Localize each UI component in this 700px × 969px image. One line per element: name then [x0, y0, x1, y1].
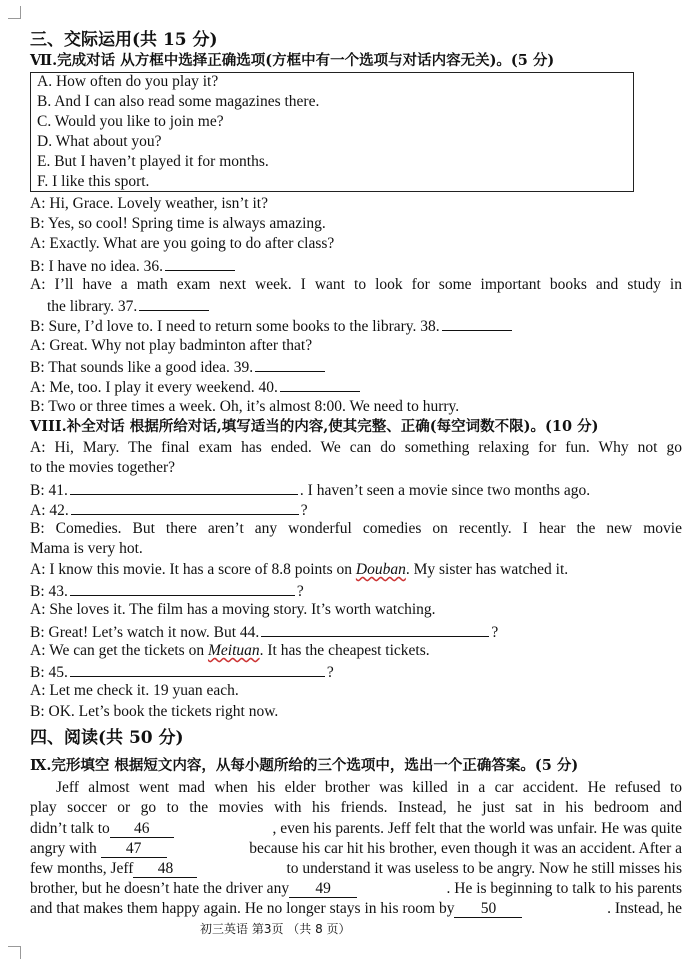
passage-text: few months, Jeff	[30, 860, 134, 877]
blank-49[interactable]: 49	[289, 881, 357, 898]
options-box	[30, 72, 634, 192]
dialogue-text: B: 45.	[30, 664, 68, 681]
section-3-title: 三、交际运用(共 15 分)	[30, 30, 218, 50]
dialogue-line-40	[30, 376, 362, 398]
passage-text: because his car hit his brother, even though it was an accident. After a	[249, 840, 682, 857]
dialogue-text: B: Great! Let’s watch it now. But 44.	[30, 624, 260, 641]
dialogue-line: A: I’ll have a math exam next week. I want to look for some important books and study in	[30, 276, 682, 293]
passage-line	[30, 879, 682, 899]
dialogue-text: A: Me, too. I play it every weekend. 40.	[30, 379, 278, 396]
dialogue-text: B: Sure, I’d love to. I need to return some books to the library. 38.	[30, 318, 440, 335]
dialogue-line: B: Comedies. But there aren’t any wonderful comedies on recently. I hear the new movie	[30, 520, 682, 537]
option-d: D. What about you?	[37, 133, 162, 150]
option-e: E. But I haven’t played it for months.	[37, 153, 269, 170]
answer-blank-41[interactable]	[70, 479, 298, 495]
dialogue-text: . It has the cheapest tickets.	[259, 642, 430, 659]
answer-blank-40[interactable]	[280, 376, 360, 392]
dialogue-line: Mama is very hot.	[30, 540, 143, 557]
passage-text: , even his parents. Jeff felt that the world was unfair. He was quite	[272, 820, 682, 837]
bottom-left-crop-mark	[8, 946, 21, 959]
dialogue-line	[30, 641, 430, 661]
answer-blank-37[interactable]	[139, 295, 209, 311]
dialogue-line-44	[30, 621, 498, 643]
dialogue-text: ?	[326, 664, 334, 681]
dialogue-line-36	[30, 255, 237, 277]
dialogue-text: B: That sounds like a good idea. 39.	[30, 359, 254, 376]
passage-text: . Instead, he	[607, 900, 682, 917]
dialogue-line: B: OK. Let’s book the tickets right now.	[30, 703, 279, 720]
option-a: A. How often do you play it?	[37, 73, 219, 90]
dialogue-text: . My sister has watched it.	[405, 561, 569, 578]
dialogue-line-41	[30, 479, 590, 501]
answer-blank-44[interactable]	[261, 621, 489, 637]
passage-text: to understand it was useless to be angry. Now he still misses his	[286, 860, 682, 877]
dialogue-line: B: Yes, so cool! Spring time is always amazing.	[30, 215, 326, 232]
passage-text: angry with	[30, 840, 97, 857]
passage-line	[30, 819, 682, 839]
option-b: B. And I can also read some magazines there.	[37, 93, 320, 110]
task-7-title: Ⅶ.完成对话 从方框中选择正确选项(方框中有一个选项与对话内容无关)。(5 分)	[30, 52, 555, 69]
passage-line	[30, 899, 682, 919]
passage-text: . He is beginning to talk to his parents	[446, 880, 682, 897]
dialogue-text: A: 42.	[30, 502, 69, 519]
dialogue-line-37	[47, 295, 211, 317]
passage-text: brother, but he doesn’t hate the driver any	[30, 880, 290, 897]
task-8-title: VIII.补全对话 根据所给对话,填写适当的内容,使其完整、正确(每空词数不限)。(10 分)	[30, 418, 599, 435]
dialogue-text: ?	[491, 624, 499, 641]
dialogue-text: the library. 37.	[47, 298, 138, 315]
dialogue-line: B: Two or three times a week. Oh, it’s almost 8:00. We need to hurry.	[30, 398, 460, 415]
blank-48[interactable]: 48	[133, 861, 197, 878]
answer-blank-45[interactable]	[70, 661, 325, 677]
dialogue-line-38	[30, 315, 514, 337]
answer-blank-38[interactable]	[442, 315, 512, 331]
passage-line	[30, 839, 682, 859]
app-name-douban: Douban	[355, 561, 406, 578]
dialogue-text: B: 41.	[30, 482, 68, 499]
dialogue-text: B: I have no idea. 36.	[30, 258, 164, 275]
passage-text: didn’t talk to	[30, 820, 110, 837]
dialogue-line-39	[30, 356, 327, 378]
blank-47[interactable]: 47	[101, 841, 167, 858]
dialogue-line-42	[30, 499, 308, 521]
answer-blank-39[interactable]	[255, 356, 325, 372]
dialogue-text: A: I know this movie. It has a score of 8.8 points on	[30, 561, 353, 578]
dialogue-line: A: Let me check it. 19 yuan each.	[30, 682, 239, 699]
dialogue-line: A: Exactly. What are you going to do after class?	[30, 235, 335, 252]
dialogue-text: . I haven’t seen a movie since two months ago.	[299, 482, 591, 499]
dialogue-line: A: Hi, Grace. Lovely weather, isn’t it?	[30, 195, 268, 212]
dialogue-line-43	[30, 580, 304, 602]
blank-46[interactable]: 46	[110, 821, 174, 838]
top-left-crop-mark	[8, 6, 21, 19]
dialogue-line: A: She loves it. The film has a moving story. It’s worth watching.	[30, 601, 436, 618]
page-footer: 初三英语 第3页 （共 8 页）	[200, 922, 351, 936]
dialogue-text: A: We can get the tickets on	[30, 642, 205, 659]
dialogue-text: ?	[300, 502, 308, 519]
dialogue-line: to the movies together?	[30, 459, 176, 476]
task-9-title: Ⅸ.完形填空 根据短文内容，从每小题所给的三个选项中，选出一个正确答案。(5 分)	[30, 757, 579, 774]
answer-blank-36[interactable]	[165, 255, 235, 271]
blank-50[interactable]: 50	[454, 901, 522, 918]
dialogue-line-45	[30, 661, 334, 683]
dialogue-line	[30, 560, 568, 580]
passage-line: Jeff almost went mad when his elder brother was killed in a car accident. He refused to	[56, 779, 682, 796]
answer-blank-42[interactable]	[71, 499, 299, 515]
passage-text: and that makes them happy again. He no longer stays in his room by	[30, 900, 455, 917]
option-c: C. Would you like to join me?	[37, 113, 224, 130]
app-name-meituan: Meituan	[207, 642, 260, 659]
dialogue-line: A: Great. Why not play badminton after that?	[30, 337, 313, 354]
dialogue-line: A: Hi, Mary. The final exam has ended. We can do something relaxing for fun. Why not go	[30, 439, 682, 456]
option-f: F. I like this sport.	[37, 173, 150, 190]
section-4-title: 四、阅读(共 50 分)	[30, 728, 184, 748]
passage-line: play soccer or go to the movies with his friends. Instead, he just sat in his bedroom and	[30, 799, 682, 816]
dialogue-text: B: 43.	[30, 583, 68, 600]
answer-blank-43[interactable]	[70, 580, 295, 596]
passage-line	[30, 859, 682, 879]
dialogue-text: ?	[296, 583, 304, 600]
